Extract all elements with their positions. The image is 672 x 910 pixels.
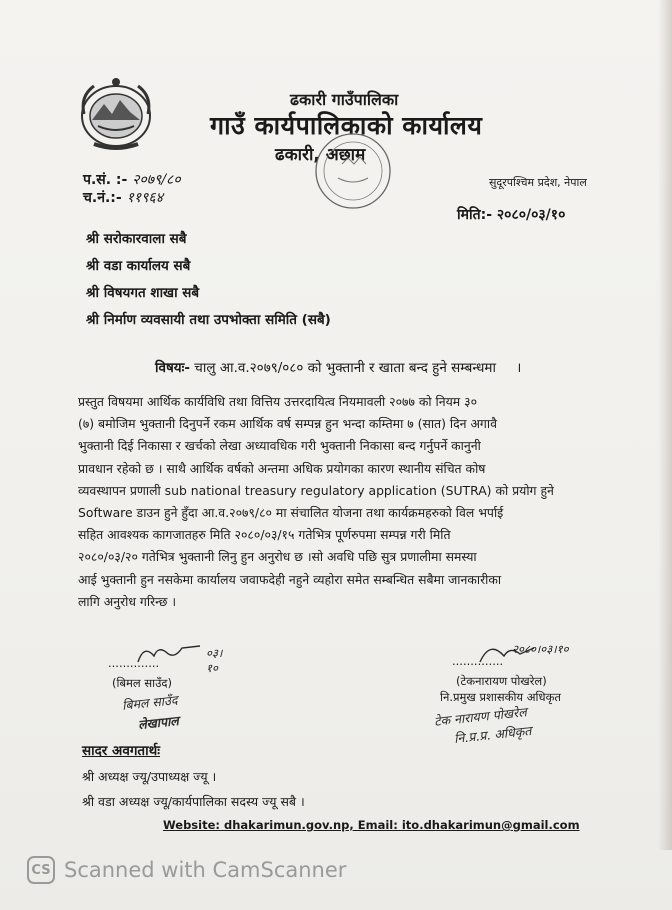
page-edge-shadow (658, 0, 672, 850)
body-line: प्रावधान रहेको छ । साथै आर्थिक वर्षको अन्तमा अधिक प्रयोगका कारण स्थानीय संचित कोष (78, 460, 486, 476)
letter-body (78, 391, 598, 613)
signatory-right (433, 636, 580, 747)
province-name: सुदूरपश्चिम प्रदेश, नेपाल (489, 176, 587, 189)
signatory-right-title: नि.प्रमुख प्रशासकीय अधिकृत (440, 690, 561, 704)
recipient-line: श्री वडा कार्यालय सबै (86, 258, 191, 274)
subject-suffix: । (516, 360, 522, 376)
body-line: (७) बमोजिम भुक्तानी दिनुपर्ने रकम आर्थिक वर्ष सम्पन्न हुन भन्दा कम्तिमा ७ (सात) दिन अगावै (78, 416, 498, 432)
subject-label: विषयः- (155, 360, 190, 376)
camscanner-watermark (27, 856, 346, 884)
body-line: आई भुक्तानी हुन नसकेमा कार्यालय जवाफदेही नहुने व्यहोरा समेत सम्बन्धित सबैमा जानकारीका (78, 571, 502, 587)
body-line: Software डाउन हुने हुँदा आ.व.२०७९/८० मा संचालित योजना तथा कार्यक्रमहरुको विल भर्पाई (78, 505, 504, 521)
body-line: भुक्तानी दिई निकासा र खर्चको लेखा अध्यावधिक गरी भुक्तानी निकासा बन्द गर्नुपर्ने कानुनी (78, 438, 481, 454)
office-seal-icon (312, 130, 394, 212)
stamp-right-name: टेक नारायण पोखरेल (433, 704, 528, 729)
municipality-name: ढकारी गाउँपालिका (290, 90, 399, 109)
body-line: लागि अनुरोध गरिन्छ । (78, 593, 177, 609)
signature-dots: .............. (108, 656, 160, 670)
body-line: प्रस्तुत विषयमा आर्थिक कार्यविधि तथा वित्तिय उत्तरदायित्व नियमावली २०७७ को नियम ३० (78, 394, 478, 409)
recipient-line: श्री सरोकारवाला सबै (86, 231, 187, 247)
body-line: २०८०/०३/२० गतेभित्र भुक्तानी लिनु हुन अनुरोध छ ।सो अवधि पछि सुत्र प्रणालीमा समस्या (78, 549, 477, 565)
stamp-right-title: नि.प्र.प्र. अधिकृत (453, 722, 533, 747)
ref-value: २०७९/८० (132, 172, 181, 188)
dispatch-label: च.नं.:- (83, 190, 122, 206)
office-title: गाउँ कार्यपालिकाको कार्यालय (210, 111, 483, 140)
recipient-line: श्री विषयगत शाखा सबै (86, 285, 200, 301)
signature-date-right: २०८०।०३।१० (512, 642, 569, 656)
camscanner-text: Scanned with CamScanner (64, 858, 347, 882)
cc-line: श्री अध्यक्ष ज्यू/उपाध्यक्ष ज्यू । (82, 769, 217, 784)
signatory-left-name: (बिमल साउँद) (112, 676, 173, 690)
reference-number (83, 170, 181, 189)
ref-label: प.सं. :- (83, 172, 128, 188)
footer-contact: Website: dhakarimun.gov.np, Email: ito.dhakarimun@gmail.com (163, 818, 580, 832)
dispatch-value: ११९६४ (126, 190, 163, 206)
body-line: व्यवस्थापन प्रणाली sub national treasury regulatory application (SUTRA) को प्रयोग हुने (78, 482, 554, 498)
cc-line: श्री वडा अध्यक्ष ज्यू/कार्यपालिका सदस्य ज्यू सबै । (82, 794, 305, 809)
subject-text: चालु आ.व.२०७९/०८० को भुक्तानी र खाता बन्द हुने सम्बन्धमा (194, 360, 496, 376)
letter-date: मिति:- २०८०/०३/१० (457, 207, 566, 223)
recipient-line: श्री निर्माण व्यवसायी तथा उपभोक्ता समिति (सबै) (86, 312, 331, 328)
signatory-right-name: (टेकनारायण पोखरेल) (456, 674, 547, 688)
body-line: सहित आवश्यक कागजातहरु मिति २०८०/०३/१५ गतेभित्र पूर्णरुपमा सम्पन्न गरी मिति (78, 527, 451, 543)
stamp-left-name: बिमल साउँद (121, 692, 179, 713)
stamp-left-title: लेखापाल (137, 712, 180, 733)
dispatch-number (83, 188, 163, 207)
signature-date-left: ०३।१० (206, 646, 223, 675)
office-location: ढकारी, अछाम (275, 145, 366, 165)
subject-line (155, 358, 521, 376)
nepal-emblem-icon (74, 74, 158, 154)
signature-dots: .............. (452, 654, 504, 668)
camscanner-logo-icon: CS (27, 856, 55, 884)
signatory-left (108, 638, 223, 733)
cc-heading: सादर अवगतार्थः (82, 743, 160, 759)
